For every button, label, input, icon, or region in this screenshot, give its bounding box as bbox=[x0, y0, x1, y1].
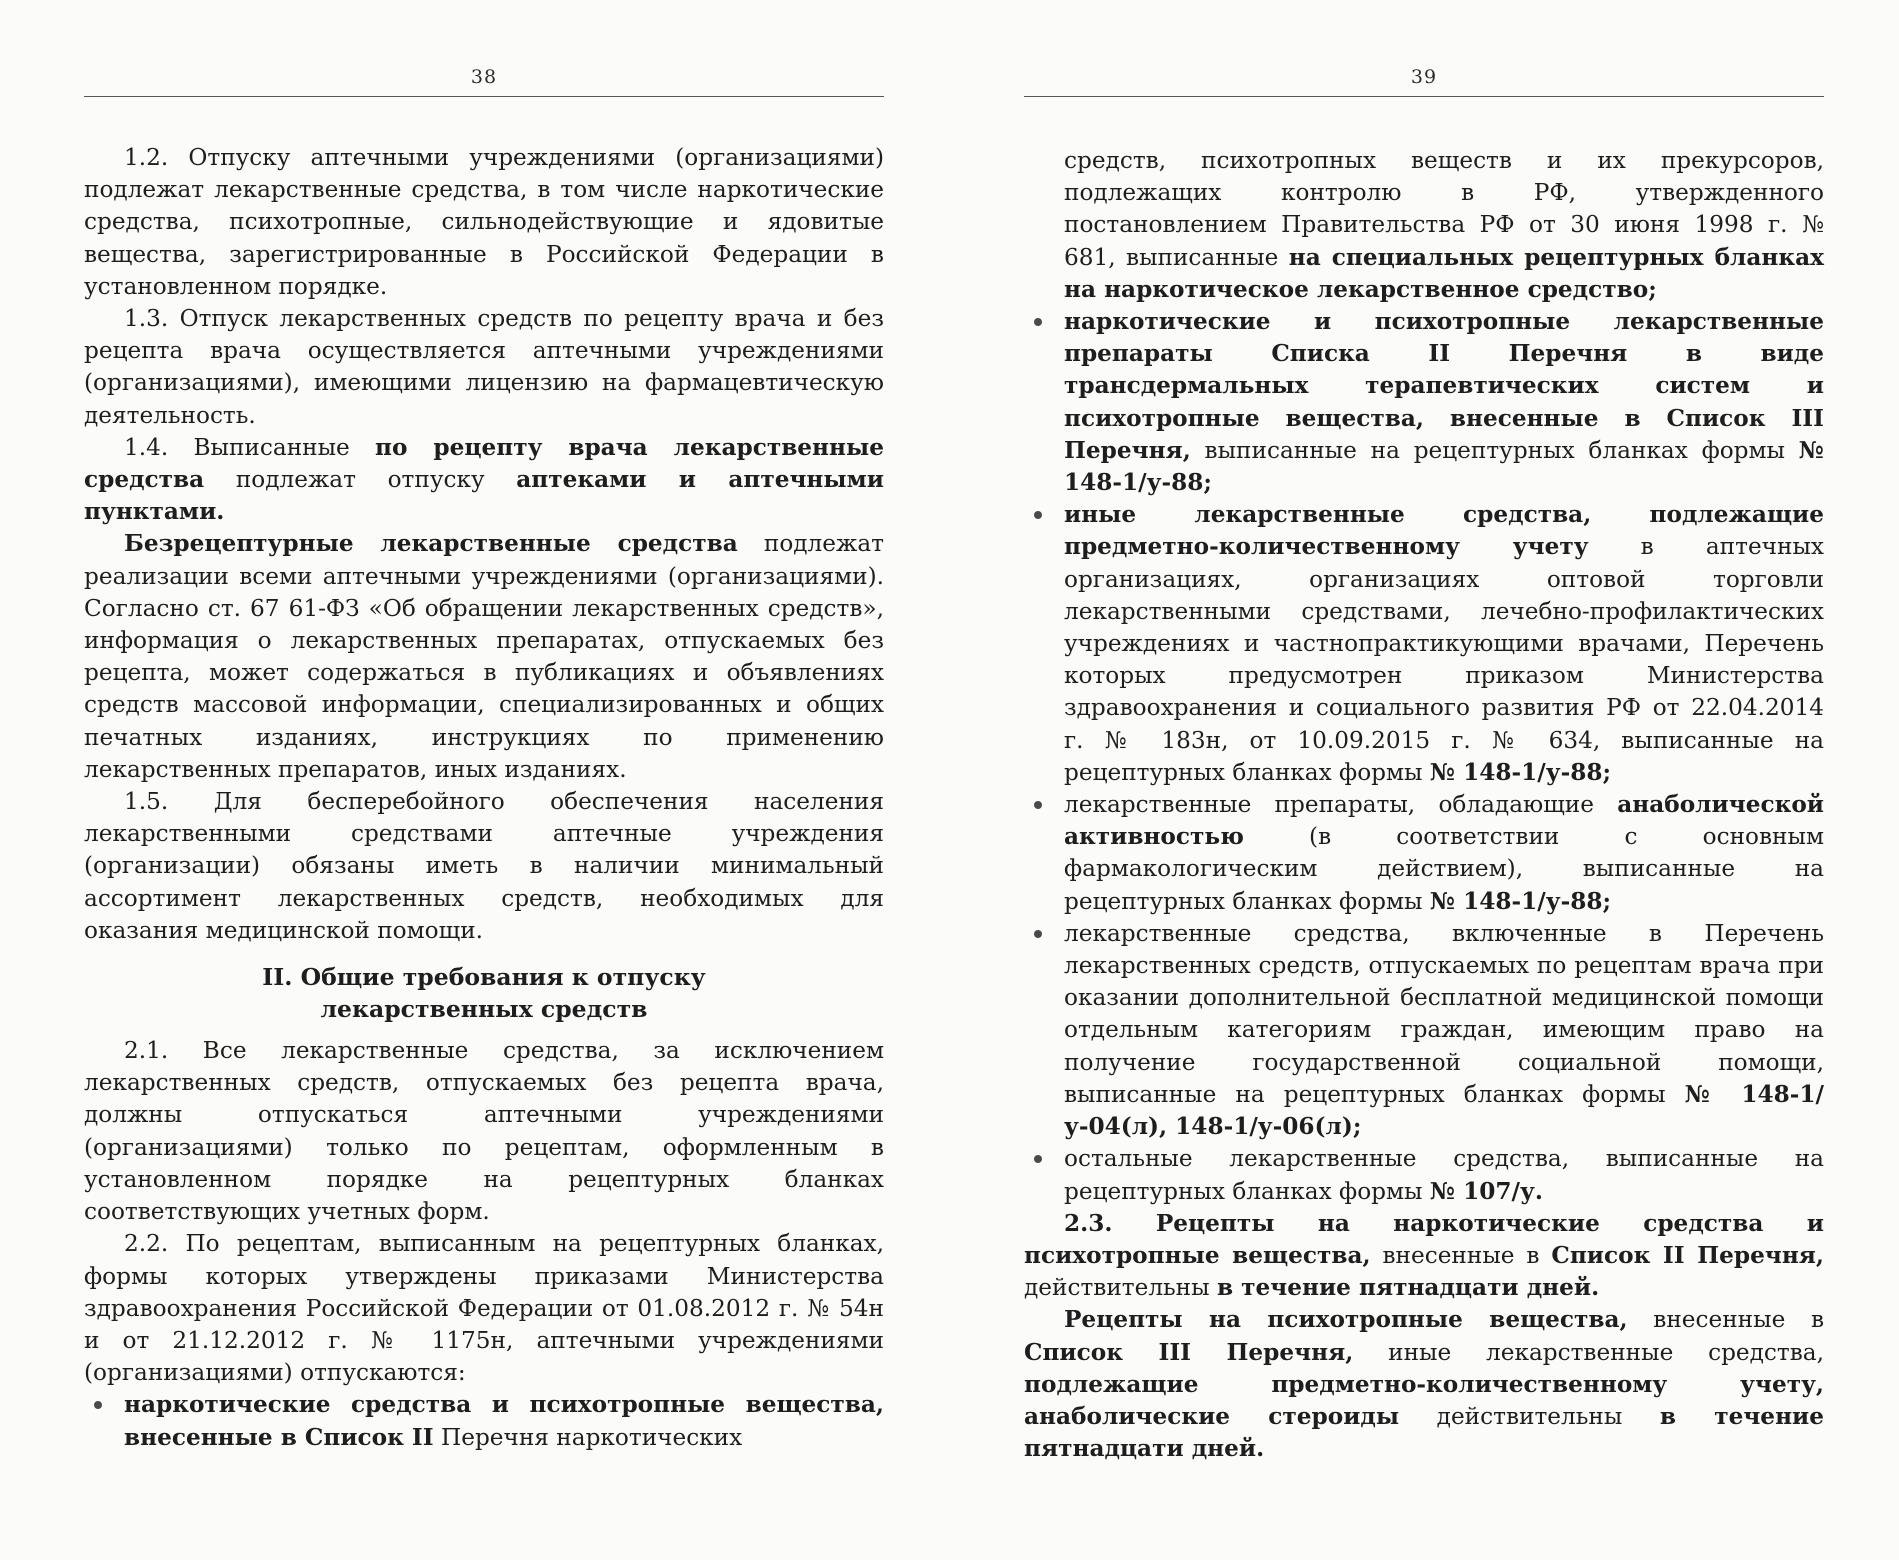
text-run: подлежат отпуску bbox=[204, 466, 517, 494]
bold-run: аптеками и аптечными пунктами. bbox=[84, 466, 884, 526]
right-page-text bbox=[1024, 145, 1824, 1465]
text-run: в аптечных организациях, организациях оптовой торговли лекарственными средствами, лечебно-профилактических учреждениях и частнопрактикующими врачами, Перечень которых предусмотрен приказом Министерства здравоохранения и социального развития РФ от 22.04.2014 г. № 183н, от 10.09.2015 г. № 634, выписанные на рецептурных бланках формы bbox=[1064, 533, 1824, 786]
paragraph-1-2: 1.2. Отпуску аптечными учреждениями (организациями) подлежат лекарственные средства, в том числе наркотические средства, психотропные, сильнодействующие и ядовитые вещества, зарегистрированные в Российской Федерации в установленном порядке. bbox=[84, 144, 884, 300]
page-number: 39 bbox=[1410, 66, 1438, 88]
paragraph-1-3: 1.3. Отпуск лекарственных средств по рецепту врача и без рецепта врача осуществляется аптечными учреждениями (организациями), имеющими лицензию на фармацевтическую деятельность. bbox=[84, 305, 884, 429]
text-run: 1.4. Выписанные bbox=[124, 433, 376, 461]
bold-run: № 148-1/у-88; bbox=[1429, 758, 1612, 786]
bold-run: наркотические и психотропные лекарственные препараты Списка II Перечня в виде трансдермальных терапевтических систем и психотропные вещества, внесенные в Список III Перечня, bbox=[1064, 308, 1824, 464]
text-run: лекарственные средства, включенные в Перечень лекарственных средств, отпускаемых по рецептам врача при оказании дополнительной бесплатной медицинской помощи отдельным категориям граждан, имеющим право на получение государственной социальной помощи, выписанные на рецептурных бланках формы bbox=[1064, 919, 1824, 1108]
text-run: внесенные в bbox=[1370, 1241, 1552, 1269]
bullet-icon bbox=[1034, 930, 1042, 938]
left-page-text bbox=[84, 142, 884, 1454]
bold-run: Безрецептурные лекарственные средства bbox=[124, 530, 738, 558]
right-page bbox=[1024, 0, 1824, 1560]
paragraph-2-1: 2.1. Все лекарственные средства, за исключением лекарственных средств, отпускаемых без рецепта врача, должны отпускаться аптечными учреждениями (организациями) только по рецептам, оформленным в установленном порядке на рецептурных бланках соответствующих учетных форм. bbox=[84, 1037, 884, 1226]
bold-run: по рецепту врача лекарственные средства bbox=[84, 433, 884, 494]
text-run: внесенные в bbox=[1627, 1306, 1824, 1334]
paragraph-1-4 bbox=[84, 432, 884, 529]
bold-run: анаболической активностью bbox=[1064, 791, 1824, 851]
list-item-continuation bbox=[1024, 145, 1824, 306]
text-run: выписанные на рецептурных бланках формы bbox=[1190, 436, 1799, 464]
bold-run: Список II Перечня, bbox=[1551, 1241, 1824, 1269]
header-rule bbox=[1024, 96, 1824, 97]
section-heading-line-1: II. Общие требования к отпуску bbox=[262, 963, 706, 992]
bold-run: № 148-1/у-88; bbox=[1429, 887, 1612, 915]
text-run: подлежат реализации всеми аптечными учреждениями (организациями). Согласно ст. 67 61-ФЗ «Об обращении лекарственных средств», информация о лекарственных препаратах, отпускаемых без рецепта, может содержаться в публикациях и объявлениях средств массовой информации, специализированных и общих печатных изданиях, инструкциях по применению лекарственных препаратов, иных изданиях. bbox=[84, 530, 884, 783]
bold-run: 2.3. Рецепты на наркотические средства и психотропные вещества, bbox=[1024, 1209, 1824, 1269]
bold-run: № 148-1/у-88; bbox=[1064, 436, 1824, 497]
list-item bbox=[1024, 306, 1824, 499]
list-item bbox=[1024, 499, 1824, 789]
paragraph-prescriptions bbox=[1024, 1304, 1824, 1465]
header-rule bbox=[84, 96, 884, 97]
bold-run: № 148-1/у-04(л), 148-1/у-06(л); bbox=[1064, 1080, 1824, 1141]
bullet-icon bbox=[94, 1401, 102, 1409]
left-page bbox=[84, 0, 884, 1560]
bullet-icon bbox=[1034, 801, 1042, 809]
text-run: действительны bbox=[1399, 1402, 1660, 1430]
text-run: Перечня наркотических bbox=[433, 1423, 743, 1451]
bullet-icon bbox=[1034, 511, 1042, 519]
bullet-icon bbox=[1034, 318, 1042, 326]
bullet-list bbox=[1024, 145, 1824, 1208]
paragraph-2-3 bbox=[1024, 1208, 1824, 1305]
section-heading-line-2: лекарственных средств bbox=[320, 995, 648, 1024]
page-number: 38 bbox=[470, 66, 498, 88]
bold-run: Список III Перечня, bbox=[1024, 1338, 1354, 1366]
list-item bbox=[84, 1389, 884, 1453]
paragraph-1-5: 1.5. Для бесперебойного обеспечения населения лекарственными средствами аптечные учреждения (организации) обязаны иметь в наличии минимальный ассортимент лекарственных средств, необходимых для оказания медицинской помощи. bbox=[84, 788, 884, 944]
bold-run: в течение пятнадцати дней. bbox=[1024, 1402, 1824, 1463]
bold-run: в течение пятнадцати дней. bbox=[1216, 1274, 1600, 1302]
bold-run: иные лекарственные средства, подлежащие предметно-количественному учету bbox=[1064, 501, 1824, 561]
text-run: лекарственные препараты, обладающие bbox=[1064, 791, 1618, 819]
bold-run: на специальных рецептурных бланках на наркотическое лекарственное средство; bbox=[1064, 243, 1824, 303]
list-item bbox=[1024, 789, 1824, 918]
paragraph-otc bbox=[84, 528, 884, 786]
list-item bbox=[1024, 1143, 1824, 1207]
paragraph-2-2: 2.2. По рецептам, выписанным на рецептурных бланках, формы которых утверждены приказами Министерства здравоохранения Российской Федерации от 01.08.2012 г. № 54н и от 21.12.2012 г. № 1175н, аптечными учреждениями (организациями) отпускаются: bbox=[84, 1230, 884, 1387]
bold-run: Рецепты на психотропные вещества, bbox=[1064, 1306, 1628, 1334]
list-item bbox=[1024, 918, 1824, 1143]
text-run: действительны bbox=[1024, 1274, 1217, 1302]
text-run: (в соответствии с основным фармакологическим действием), выписанные на рецептурных бланках формы bbox=[1064, 823, 1824, 915]
section-heading bbox=[84, 961, 884, 1025]
bold-run: подлежащие предметно-количественному учету, анаболические стероиды bbox=[1024, 1370, 1824, 1430]
text-run: средств, психотропных веществ и их прекурсоров, подлежащих контролю в РФ, утвержденного постановлением Правительства РФ от 30 июня 1998 г. № 681, выписанные bbox=[1064, 147, 1824, 271]
bullet-icon bbox=[1034, 1155, 1042, 1163]
text-run: иные лекарственные средства, bbox=[1353, 1338, 1824, 1366]
bold-run: наркотические средства и психотропные вещества, внесенные в Список II bbox=[124, 1391, 884, 1451]
bullet-list bbox=[84, 1389, 884, 1453]
bold-run: № 107/у. bbox=[1429, 1177, 1543, 1205]
text-run: остальные лекарственные средства, выписанные на рецептурных бланках формы bbox=[1064, 1145, 1824, 1205]
